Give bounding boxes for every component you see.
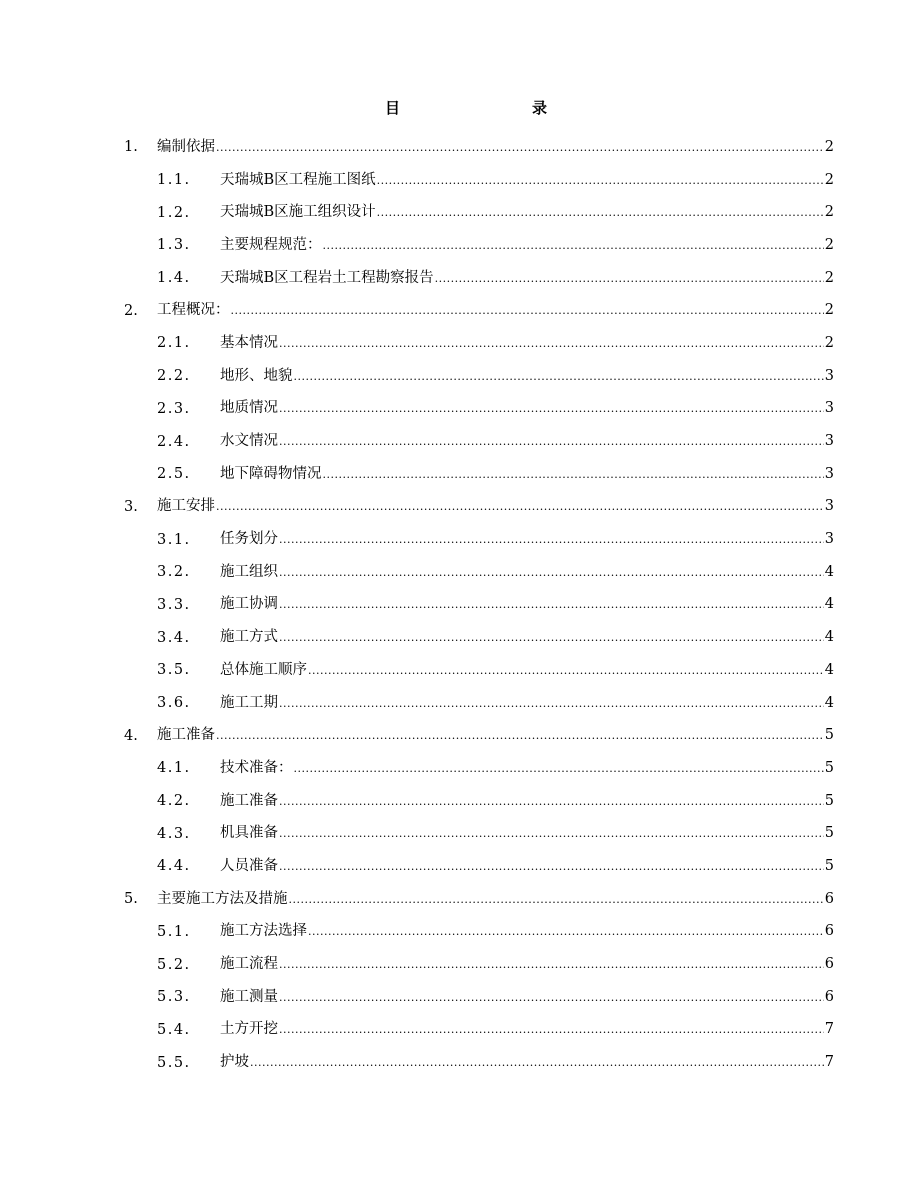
toc-entry[interactable] [0, 883, 920, 916]
toc-entry-page: 6 [824, 988, 834, 1005]
toc-entry-body [157, 725, 834, 746]
toc-entry-title: 施工准备 [220, 792, 278, 809]
toc-entry-body [220, 987, 834, 1008]
toc-entry-page: 2 [824, 236, 834, 253]
toc-entry-title: 主要施工方法及措施 [157, 890, 288, 907]
toc-entry[interactable] [0, 164, 920, 197]
toc-dot-leader [435, 269, 824, 289]
toc-entry-body [220, 1052, 834, 1073]
toc-entry-body [220, 235, 834, 256]
toc-entry-body [220, 268, 834, 289]
toc-entry-page: 3 [824, 465, 834, 482]
toc-dot-leader [279, 1020, 824, 1040]
toc-entry-body [157, 496, 834, 517]
toc-entry-title: 施工安排 [157, 498, 215, 515]
toc-entry-page: 3 [824, 433, 834, 450]
toc-entry[interactable] [0, 196, 920, 229]
toc-entry[interactable] [0, 654, 920, 687]
toc-entry[interactable] [0, 850, 920, 883]
toc-entry[interactable] [0, 294, 920, 327]
toc-dot-leader [279, 955, 824, 975]
toc-entry-number: 4.2. [157, 793, 191, 810]
toc-entry-title: 施工工期 [220, 694, 278, 711]
toc-entry-number: 3.1. [157, 531, 191, 548]
toc-entry-number: 4.4. [157, 858, 191, 875]
toc-entry-number: 5. [124, 891, 138, 908]
toc-entry-page: 3 [824, 531, 834, 548]
toc-entry-title: 施工准备 [157, 727, 215, 744]
toc-entry[interactable] [0, 458, 920, 491]
toc-entry-number: 2.3. [157, 400, 191, 417]
toc-entry-body [220, 921, 834, 942]
toc-entry[interactable] [0, 948, 920, 981]
toc-dot-leader [377, 203, 824, 223]
toc-entry-page: 6 [824, 890, 834, 907]
toc-dot-leader [279, 824, 824, 844]
toc-entry-title: 土方开挖 [220, 1021, 278, 1038]
toc-entry-number: 3.6. [157, 695, 191, 712]
toc-entry-body [220, 758, 834, 779]
toc-entry-page: 2 [824, 302, 834, 319]
toc-dot-leader [308, 661, 824, 681]
toc-entry[interactable] [0, 1014, 920, 1047]
toc-entry[interactable] [0, 425, 920, 458]
toc-entry[interactable] [0, 360, 920, 393]
toc-entry[interactable] [0, 719, 920, 752]
toc-entry-body [220, 693, 834, 714]
toc-entry-page: 6 [824, 956, 834, 973]
toc-entry-number: 1.4. [157, 270, 191, 287]
toc-entry[interactable] [0, 687, 920, 720]
toc-dot-leader [279, 792, 824, 812]
toc-entry-body [220, 823, 834, 844]
toc-entry-number: 5.2. [157, 956, 191, 973]
toc-entry-title: 护坡 [220, 1054, 249, 1071]
toc-entry[interactable] [0, 916, 920, 949]
toc-entry-title: 施工组织 [220, 563, 278, 580]
toc-entry[interactable] [0, 785, 920, 818]
toc-entry-number: 4. [124, 727, 138, 744]
toc-entry-page: 7 [824, 1021, 834, 1038]
toc-entry-title: 施工流程 [220, 956, 278, 973]
toc-entry-body [157, 300, 834, 321]
toc-entry-page: 2 [824, 269, 834, 286]
toc-entry-body [220, 660, 834, 681]
toc-entry-number: 2.4. [157, 433, 191, 450]
toc-entry-body [220, 791, 834, 812]
toc-entry-body [220, 366, 834, 387]
toc-entry-page: 5 [824, 759, 834, 776]
toc-dot-leader [323, 236, 824, 256]
toc-entry-title: 天瑞城B区施工组织设计 [220, 204, 376, 221]
toc-title: 目 录 [384, 99, 581, 117]
toc-entry[interactable] [0, 556, 920, 589]
toc-entry-body [220, 202, 834, 223]
toc-dot-leader [279, 334, 824, 354]
toc-dot-leader [216, 497, 824, 517]
toc-entry-number: 3.2. [157, 564, 191, 581]
toc-entry-title: 地下障碍物情况 [220, 465, 322, 482]
toc-entry[interactable] [0, 229, 920, 262]
toc-entry-body [220, 529, 834, 550]
toc-entry[interactable] [0, 131, 920, 164]
toc-entry-title: 基本情况 [220, 334, 278, 351]
toc-entry-page: 4 [824, 661, 834, 678]
toc-entry-title: 水文情况 [220, 433, 278, 450]
toc-entry-page: 3 [824, 400, 834, 417]
toc-dot-leader [279, 595, 824, 615]
toc-dot-leader [216, 726, 824, 746]
toc-entry-page: 5 [824, 857, 834, 874]
toc-entry-body [220, 464, 834, 485]
toc-entry-number: 3. [124, 498, 138, 515]
toc-entry-title: 施工协调 [220, 596, 278, 613]
toc-entry-number: 1.1. [157, 172, 191, 189]
toc-entry-title: 编制依据 [157, 138, 215, 155]
toc-entry-number: 5.5. [157, 1054, 191, 1071]
toc-entry-title: 地形、地貌 [220, 367, 293, 384]
toc-entry-body [220, 431, 834, 452]
toc-entry-title: 总体施工顺序 [220, 661, 307, 678]
toc-entry-body [220, 562, 834, 583]
toc-entry-body [220, 398, 834, 419]
toc-entry[interactable] [0, 327, 920, 360]
toc-entry-title: 工程概况： [157, 302, 230, 319]
toc-entry-page: 3 [824, 498, 834, 515]
toc-entry-page: 4 [824, 629, 834, 646]
toc-entry-title: 施工测量 [220, 988, 278, 1005]
toc-entry-number: 3.4. [157, 629, 191, 646]
toc-entry-number: 4.1. [157, 760, 191, 777]
toc-entry-body [220, 627, 834, 648]
toc-dot-leader [279, 857, 824, 877]
toc-entry-page: 5 [824, 727, 834, 744]
toc-entry-number: 2.2. [157, 368, 191, 385]
toc-entry[interactable] [0, 621, 920, 654]
toc-dot-leader [279, 694, 824, 714]
toc-dot-leader [231, 301, 824, 321]
toc-dot-leader [279, 628, 824, 648]
toc-dot-leader [279, 988, 824, 1008]
toc-entry-body [220, 1019, 834, 1040]
toc-entry-title: 人员准备 [220, 857, 278, 874]
toc-entry[interactable] [0, 393, 920, 426]
toc-entry-number: 1.3. [157, 237, 191, 254]
toc-entry[interactable] [0, 981, 920, 1014]
toc-dot-leader [279, 432, 824, 452]
toc-entry-body [157, 889, 834, 910]
toc-entry-body [220, 333, 834, 354]
toc-entry[interactable] [0, 752, 920, 785]
toc-dot-leader [279, 530, 824, 550]
toc-entry[interactable] [0, 491, 920, 524]
toc-entry-number: 3.5. [157, 662, 191, 679]
toc-dot-leader [377, 171, 824, 191]
toc-entry[interactable] [0, 589, 920, 622]
toc-entry-title: 技术准备： [220, 759, 293, 776]
toc-dot-leader [216, 138, 824, 158]
toc-dot-leader [279, 563, 824, 583]
toc-entry-title: 天瑞城B区工程施工图纸 [220, 171, 376, 188]
toc-entry-page: 5 [824, 792, 834, 809]
toc-entry-number: 2.5. [157, 466, 191, 483]
toc-entry-title: 地质情况 [220, 400, 278, 417]
toc-entry-page: 4 [824, 694, 834, 711]
toc-entry-title: 任务划分 [220, 531, 278, 548]
toc-entry-page: 2 [824, 171, 834, 188]
toc-entry-body [220, 954, 834, 975]
toc-entry[interactable] [0, 262, 920, 295]
toc-entry-page: 6 [824, 923, 834, 940]
toc-entry-number: 5.4. [157, 1021, 191, 1038]
toc-entry-title: 施工方式 [220, 629, 278, 646]
toc-entry-number: 1.2. [157, 204, 191, 221]
toc-dot-leader [289, 890, 824, 910]
toc-entry-title: 主要规程规范： [220, 236, 322, 253]
toc-entry-title: 天瑞城B区工程岩土工程勘察报告 [220, 269, 434, 286]
toc-dot-leader [294, 367, 824, 387]
toc-entry-page: 7 [824, 1054, 834, 1071]
toc-dot-leader [323, 465, 824, 485]
toc-entry-number: 2. [124, 302, 138, 319]
toc-dot-leader [250, 1053, 824, 1073]
toc-entry-body [157, 137, 834, 158]
toc-entry-page: 5 [824, 825, 834, 842]
toc-entry-page: 4 [824, 596, 834, 613]
toc-list [0, 131, 920, 1079]
toc-entry-page: 2 [824, 334, 834, 351]
toc-entry-number: 5.1. [157, 923, 191, 940]
toc-entry-page: 4 [824, 563, 834, 580]
toc-entry-page: 3 [824, 367, 834, 384]
toc-entry-number: 2.1. [157, 335, 191, 352]
toc-entry[interactable] [0, 817, 920, 850]
toc-entry-title: 施工方法选择 [220, 923, 307, 940]
toc-entry-body [220, 856, 834, 877]
toc-entry-number: 1. [124, 139, 138, 156]
toc-dot-leader [279, 399, 824, 419]
toc-entry-number: 4.3. [157, 825, 191, 842]
toc-entry-number: 3.3. [157, 596, 191, 613]
toc-entry-page: 2 [824, 204, 834, 221]
toc-entry-body [220, 170, 834, 191]
toc-dot-leader [308, 922, 824, 942]
toc-dot-leader [294, 759, 824, 779]
toc-entry[interactable] [0, 523, 920, 556]
toc-entry-body [220, 594, 834, 615]
toc-entry-number: 5.3. [157, 989, 191, 1006]
toc-entry[interactable] [0, 1046, 920, 1079]
toc-entry-title: 机具准备 [220, 825, 278, 842]
toc-entry-page: 2 [824, 138, 834, 155]
